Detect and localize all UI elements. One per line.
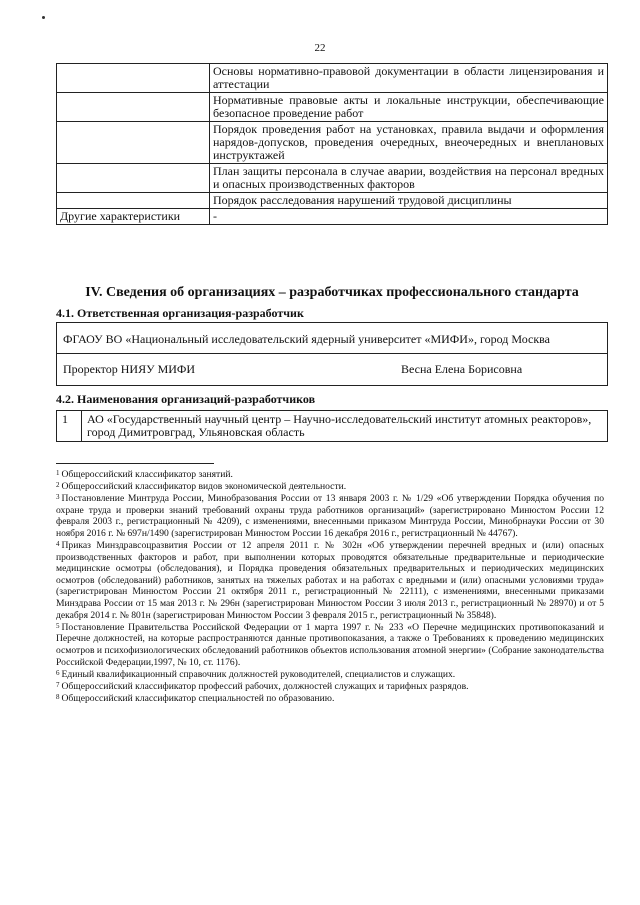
responsible-org-heading: 4.1. Ответственная организация-разработчик xyxy=(56,306,304,320)
footnote-text: Постановление Правительства Российской Федерации от 1 марта 1997 г. № 233 «О Перечне медицинских противопоказаний и Перечне должностей, на которые распространяются данные противопоказания, а также о Требованиях к проведению медицинских осмотров и психофизиологических обследований работников объектов использования атомной энергии» (Собрание законодательства Российской Федерации,1997, № 10, ст. 1176). xyxy=(56,621,604,668)
footnote-text: Общероссийский классификатор видов экономической деятельности. xyxy=(61,481,347,493)
table-row xyxy=(57,122,608,164)
footnotes xyxy=(56,469,604,705)
footnote-mark: 4 xyxy=(56,540,60,549)
table-row xyxy=(57,93,608,122)
table-row xyxy=(57,64,608,93)
responsible-position: Проректор НИЯУ МИФИ xyxy=(63,362,196,376)
footnote-separator xyxy=(56,463,214,464)
scan-dot xyxy=(42,16,45,19)
table-cell-label xyxy=(57,193,210,209)
table-cell-label xyxy=(57,64,210,93)
table-cell-label xyxy=(57,93,210,122)
developers-table xyxy=(56,410,608,442)
footnote-text: Приказ Минздравсоцразвития России от 12 апреля 2011 г. № 302н «Об утверждении перечней вредных и (или) опасных производственных факторов и работ, при выполнении которых проводятся обязательные предварительные и периодические медицинские осмотры (обследования), и Порядка проведения обязательных предварительных и периодических медицинских осмотров (обследований) работников, занятых на тяжелых работах и на работах с вредными и (или) опасными условиями труда» (зарегистрирован Минюстом России 21 октября 2011 г., регистрационный № 22111), с изменениями, внесенными приказами Минздрава России от 15 мая 2013 г. № 296н (зарегистрирован Минюстом России 3 июля 2013 г., регистрационный № 28970) и от 5 декабря 2014 г. № 801н (зарегистрирован Минюстом России 3 февраля 2015 г., регистрационный № 35848). xyxy=(56,540,604,621)
table-cell-text: Порядок проведения работ на установках, правила выдачи и оформления нарядов-допусков, проведения очередных, внеочередных и внеплановых инструктажей xyxy=(210,122,608,164)
footnote xyxy=(56,493,604,539)
footnote-mark: 2 xyxy=(56,481,60,490)
footnote-text: Единый квалификационный справочник должностей руководителей, специалистов и служащих. xyxy=(61,668,456,680)
footnote xyxy=(56,693,604,705)
table-row xyxy=(57,164,608,193)
footnote-text: Общероссийский классификатор специальностей по образованию. xyxy=(61,692,335,704)
table-cell-text: Основы нормативно-правовой документации в области лицензирования и аттестации xyxy=(210,64,608,93)
table-cell-text: - xyxy=(210,209,608,225)
footnote xyxy=(56,622,604,668)
table-cell-label xyxy=(57,122,210,164)
footnote xyxy=(56,681,604,693)
table-row xyxy=(57,209,608,225)
footnote-text: Общероссийский классификатор занятий. xyxy=(61,469,233,480)
footnote-text: Общероссийский классификатор профессий рабочих, должностей служащих и тарифных разрядов. xyxy=(61,680,469,692)
table-cell-text: Порядок расследования нарушений трудовой дисциплины xyxy=(210,193,608,209)
footnote-text: Постановление Минтруда России, Минобразования России от 13 января 2003 г. № 1/29 «Об утверждении Порядка обучения по охране труда и проверки знаний требований охраны труда работников организаций» (зарегистрировано Минюстом России 12 февраля 2003 г., регистрационный № 4209), с изменениями, внесенными приказом Минтруда России, Минобрнауки России от 30 ноября 2016 г. № 697н/1490 (зарегистрирован Минюстом России 16 декабря 2016 г., регистрационный № 44767). xyxy=(56,493,604,539)
footnote-mark: 3 xyxy=(56,493,60,502)
responsible-org-name: ФГАОУ ВО «Национальный исследовательский ядерный университет «МИФИ», город Москва xyxy=(63,332,550,346)
footnote-mark: 8 xyxy=(56,692,60,701)
footnote-mark: 6 xyxy=(56,668,60,677)
table-cell-text: Нормативные правовые акты и локальные инструкции, обеспечивающие безопасное проведение работ xyxy=(210,93,608,122)
footnote xyxy=(56,481,604,493)
table-row xyxy=(57,411,608,442)
footnote xyxy=(56,469,604,481)
page-number: 22 xyxy=(314,42,326,54)
knowledge-table xyxy=(56,63,608,225)
footnote-mark: 1 xyxy=(56,469,60,477)
table-row xyxy=(57,193,608,209)
developers-heading: 4.2. Наименования организаций-разработчиков xyxy=(56,392,316,406)
footnote-mark: 5 xyxy=(56,621,60,630)
responsible-person-name: Весна Елена Борисовна xyxy=(401,362,523,376)
responsible-person-box xyxy=(56,354,608,386)
developer-number: 1 xyxy=(57,411,82,442)
table-cell-label: Другие характеристики xyxy=(57,209,210,225)
responsible-org-box xyxy=(56,322,608,354)
table-cell-text: План защиты персонала в случае аварии, воздействия на персонал вредных и опасных производственных факторов xyxy=(210,164,608,193)
section-title: IV. Сведения об организациях – разработчиках профессионального стандарта xyxy=(85,285,579,300)
footnote-mark: 7 xyxy=(56,680,60,689)
footnote xyxy=(56,669,604,681)
developer-name: АО «Государственный научный центр – Научно-исследовательский институт атомных реакторов», город Димитровград, Ульяновская область xyxy=(82,411,608,442)
footnote xyxy=(56,540,604,621)
table-cell-label xyxy=(57,164,210,193)
